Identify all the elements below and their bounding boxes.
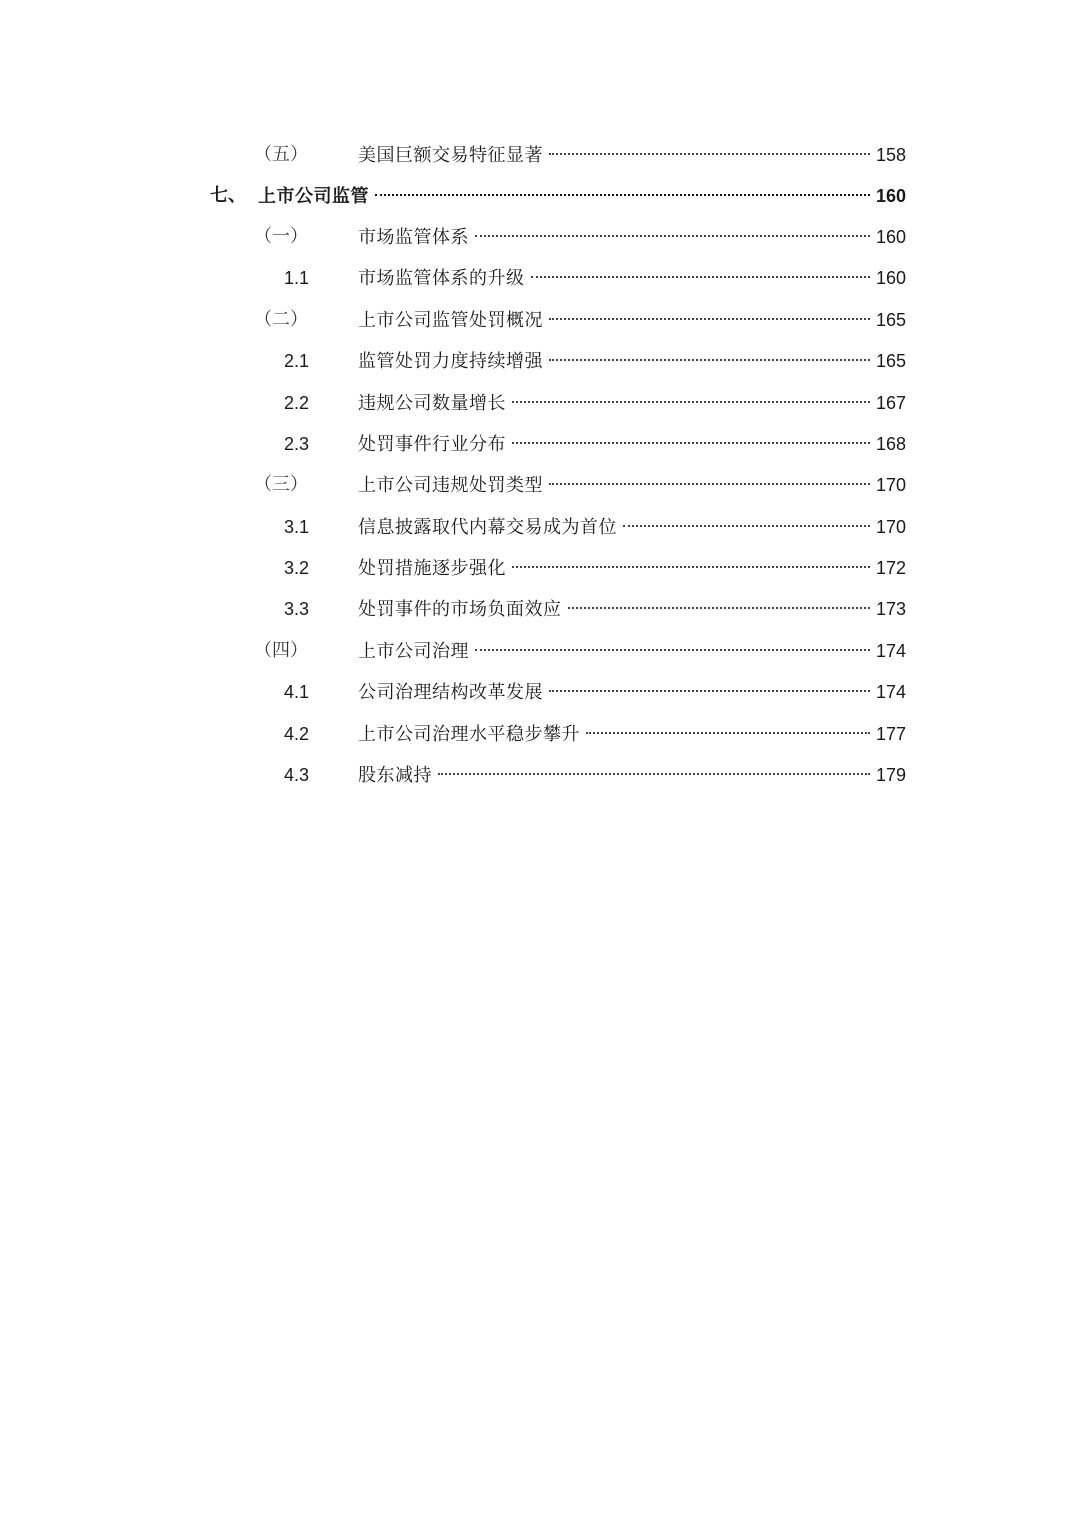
- toc-entry-number: （五）: [254, 144, 308, 165]
- dot-leader: [438, 773, 870, 775]
- toc-entry-page: 170: [875, 517, 906, 537]
- toc-entry-title: 上市公司监管处罚概况: [358, 310, 543, 331]
- toc-entry-title: 市场监管体系的升级: [358, 268, 525, 289]
- toc-entry-page: 160: [875, 268, 906, 288]
- dot-leader: [549, 318, 870, 320]
- toc-subentry[interactable]: [0, 512, 1080, 542]
- toc-subentry[interactable]: [0, 429, 1080, 459]
- dot-leader: [512, 566, 870, 568]
- toc-entry-page: 170: [875, 475, 906, 495]
- toc-entry-page: 168: [875, 434, 906, 454]
- toc-entry-page: 174: [875, 641, 906, 661]
- dot-leader: [375, 194, 870, 196]
- toc-entry-page: 179: [875, 765, 906, 785]
- toc-entry-page: 177: [875, 724, 906, 744]
- toc-subentry[interactable]: [0, 553, 1080, 583]
- toc-chapter-page: 160: [875, 186, 906, 206]
- toc-entry-title: 市场监管体系: [358, 227, 469, 248]
- toc-entry-number: 4.2: [284, 724, 310, 744]
- toc-entry-title: 监管处罚力度持续增强: [358, 351, 543, 372]
- toc-entry-title: 上市公司治理: [358, 641, 469, 662]
- dot-leader: [549, 690, 870, 692]
- toc-entry-title: 上市公司违规处罚类型: [358, 475, 543, 496]
- toc-entry-page: 167: [875, 393, 906, 413]
- dot-leader: [512, 442, 870, 444]
- toc-entry-number: 2.3: [284, 434, 310, 454]
- dot-leader: [475, 649, 870, 651]
- dot-leader: [623, 525, 870, 527]
- toc-entry[interactable]: [0, 636, 1080, 666]
- toc-entry[interactable]: [0, 222, 1080, 252]
- dot-leader: [549, 483, 870, 485]
- toc-entry-title: 违规公司数量增长: [358, 393, 506, 414]
- toc-subentry[interactable]: [0, 719, 1080, 749]
- toc-entry-number: 3.2: [284, 558, 310, 578]
- dot-leader: [475, 235, 870, 237]
- toc-chapter-entry[interactable]: [0, 181, 1080, 211]
- toc-chapter-title: 上市公司监管: [258, 186, 369, 207]
- toc-subentry[interactable]: [0, 677, 1080, 707]
- dot-leader: [531, 276, 870, 278]
- toc-entry-page: 160: [875, 227, 906, 247]
- dot-leader: [549, 153, 870, 155]
- toc-entry-page: 174: [875, 682, 906, 702]
- toc-subentry[interactable]: [0, 263, 1080, 293]
- toc-subentry[interactable]: [0, 760, 1080, 790]
- toc-entry-page: 172: [875, 558, 906, 578]
- toc-entry-page: 158: [875, 145, 906, 165]
- toc-entry-number: 2.1: [284, 351, 310, 371]
- toc-chapter-number: 七、: [210, 185, 246, 206]
- toc-entry[interactable]: [0, 305, 1080, 335]
- toc-entry-page: 173: [875, 599, 906, 619]
- toc-entry-number: 3.1: [284, 517, 310, 537]
- toc-entry-title: 上市公司治理水平稳步攀升: [358, 724, 580, 745]
- toc-entry[interactable]: [0, 470, 1080, 500]
- toc-entry-number: （四）: [254, 640, 308, 661]
- toc-entry-title: 美国巨额交易特征显著: [358, 145, 543, 166]
- toc-entry-number: 1.1: [284, 268, 310, 288]
- toc-entry-number: （二）: [254, 309, 308, 330]
- toc-entry-number: （三）: [254, 474, 308, 495]
- dot-leader: [549, 359, 870, 361]
- toc-subentry[interactable]: [0, 388, 1080, 418]
- toc-subentry[interactable]: [0, 346, 1080, 376]
- dot-leader: [586, 732, 870, 734]
- toc-entry-number: 4.3: [284, 765, 310, 785]
- toc-entry-title: 处罚事件的市场负面效应: [358, 599, 562, 620]
- dot-leader: [568, 607, 870, 609]
- toc-entry-title: 公司治理结构改革发展: [358, 682, 543, 703]
- toc-entry-title: 处罚事件行业分布: [358, 434, 506, 455]
- toc-entry-number: （一）: [254, 226, 308, 247]
- toc-entry-title: 股东减持: [358, 765, 432, 786]
- toc-entry-number: 3.3: [284, 599, 310, 619]
- toc-entry-title: 处罚措施逐步强化: [358, 558, 506, 579]
- toc-entry-number: 4.1: [284, 682, 310, 702]
- toc-entry-page: 165: [875, 351, 906, 371]
- dot-leader: [512, 401, 870, 403]
- toc-entry[interactable]: [0, 140, 1080, 170]
- toc-entry-title: 信息披露取代内幕交易成为首位: [358, 517, 617, 538]
- toc-entry-number: 2.2: [284, 393, 310, 413]
- toc-subentry[interactable]: [0, 594, 1080, 624]
- toc-entry-page: 165: [875, 310, 906, 330]
